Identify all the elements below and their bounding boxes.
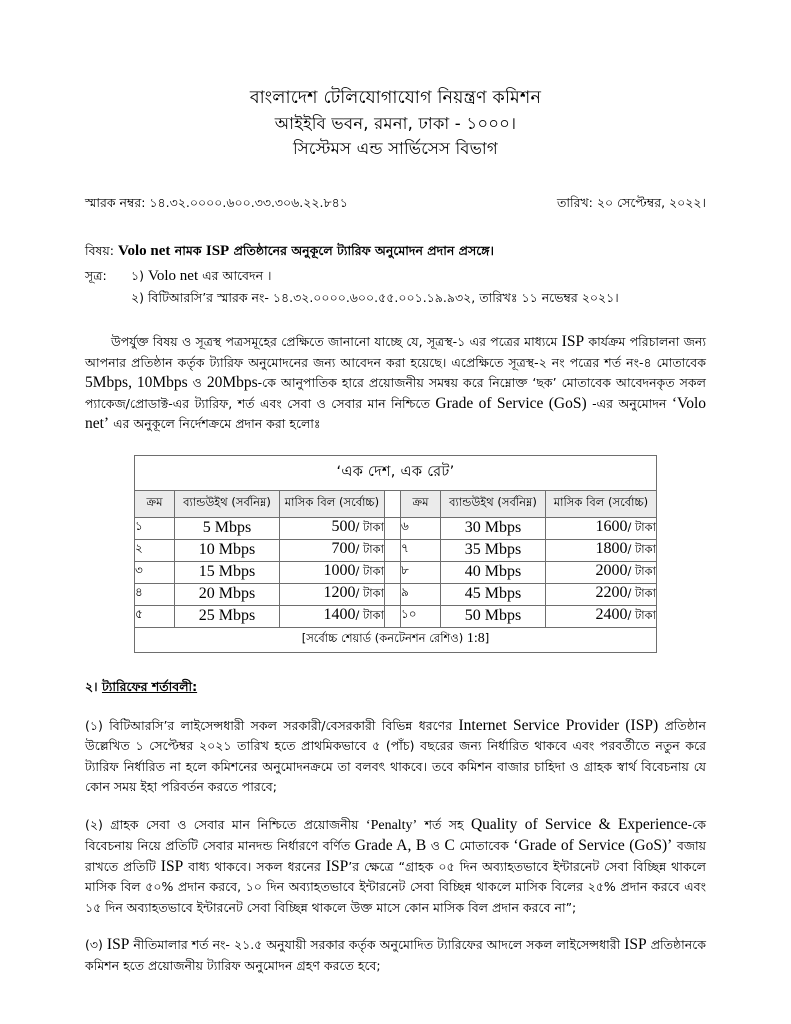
cell-bill (279, 583, 384, 605)
cell-bandwidth: 20 Mbps (174, 583, 279, 605)
cell-bill-unit: / টাকা (627, 586, 657, 600)
contention-post: ] (484, 631, 490, 645)
body-part-f: এর অনুকূলে নির্দেশক্রমে প্রদান করা হলোঃ (109, 416, 321, 431)
clause-1-isp-term: Internet Service Provider (ISP) (458, 716, 659, 734)
reference-1-num: ১) (131, 268, 148, 283)
reference-item-1 (131, 265, 706, 287)
body-volo-net: ‘Volo net’ (85, 394, 707, 432)
clause-3-isp-2: ISP (624, 936, 647, 953)
body-part-e: -এর অনুমোদন (586, 395, 672, 411)
table-footer-row (134, 627, 656, 652)
clause-2-part-h: ’র ক্ষেত্রে “গ্রাহক ০৫ দিন অব্যাহতভাবে ইন্টারনেট সেবা বিচ্ছিন্ন থাকলে মাসিক বিল (85, 858, 706, 894)
clause-3-part-b: নীতিমালার শর্ত নং- ২১.৫ অনুযায়ী সরকার কর্তৃক অনুমোদিত ট্যারিফের আদলে সকল লাইসেন্সধারী (129, 937, 625, 952)
table-spacer (384, 605, 400, 627)
reference-label: সূত্র: (85, 268, 107, 283)
department-name: সিস্টেমস এন্ড সার্ভিসেস বিভাগ (293, 139, 498, 158)
clause-2-percent-25: ২৫% (587, 879, 616, 894)
clause-2-grades: Grade A, B (354, 837, 427, 854)
header-bandwidth-left: ব্যান্ডউইথ (সর্বনিম্ন) (174, 490, 279, 517)
clause-2-qos: Quality of Service & Experience (470, 815, 688, 833)
reference-2-num: ২) বিটিআরসি’র স্মারক নং- ১৪.৩২.০০০০.৬০০.৫৫.০০১.১৯.৯৩২, তারিখঃ ১১ নভেম্বর ২০২১। (131, 290, 619, 305)
memo-row (85, 194, 706, 212)
cell-bill (545, 583, 656, 605)
clause-2-part-d: ও (426, 838, 445, 853)
reference-line (85, 265, 706, 308)
cell-bill-amount: 700 (331, 540, 356, 557)
clause-3-isp-1: ISP (106, 936, 130, 953)
cell-bill-unit: / টাকা (355, 542, 384, 556)
clause-1-part-a: (১) বিটিআরসি’র লাইসেন্সধারী সকল সরকারী/বেসরকারী বিভিন্ন ধরণের (85, 717, 459, 733)
table-header-row (134, 490, 656, 517)
contention-ratio-note (134, 627, 656, 652)
clause-2-isp-2: ISP (325, 857, 349, 875)
clause-2-penalty: ‘Penalty’ (365, 817, 418, 833)
clause-2-grade-c: C (444, 837, 455, 854)
table-spacer-header (384, 490, 400, 517)
tariff-table (134, 455, 657, 653)
cell-bill-amount: 1400 (323, 606, 356, 623)
body-paragraph (85, 332, 706, 435)
cell-bandwidth: 25 Mbps (174, 605, 279, 627)
table-title-row (134, 455, 656, 490)
cell-bill-amount: 1200 (323, 584, 356, 601)
reference-1-rest: এর আবেদন । (198, 268, 272, 283)
body-part-a: উপর্যুক্ত বিষয় ও সূত্রস্থ পত্রসমূহের প্রেক্ষিতে জানানো যাচ্ছে যে, সূত্রস্থ-১ এর পত্রের মাধ্যমে (111, 334, 562, 349)
body-grade-of-service: Grade of Service (GoS) (435, 394, 587, 412)
subject-mid: নামক (170, 243, 206, 258)
cell-idx: ৮ (400, 561, 440, 583)
clause-2-percent-50: ৫০% (145, 879, 174, 894)
clause-2-part-c: -কে বিবেচনায় নিয়ে প্রতিটি সেবার মানদন্ড নির্ধারণে বর্ণিত (85, 816, 706, 853)
tariff-table-wrapper (85, 455, 706, 653)
cell-bill (545, 539, 656, 561)
cell-idx: ১ (134, 517, 174, 539)
clause-2-part-e: মোতাবেক (454, 838, 514, 853)
clause-2 (85, 815, 706, 919)
table-row (134, 517, 656, 539)
table-title: ‘এক দেশ, এক রেট’ (134, 455, 656, 490)
cell-bill-amount: 2200 (595, 584, 628, 601)
contention-pre: [সর্বোচ্চ শেয়ার্ড (কনটেনশন রেশিও) (301, 631, 467, 645)
cell-bandwidth: 45 Mbps (440, 583, 545, 605)
cell-idx: ৩ (134, 561, 174, 583)
cell-bill (545, 561, 656, 583)
cell-bill-unit: / টাকা (355, 608, 384, 622)
cell-idx: ৯ (400, 583, 440, 605)
cell-bill-unit: / টাকা (627, 520, 657, 534)
table-spacer (384, 517, 400, 539)
subject-text (118, 240, 494, 262)
cell-bill-amount: 1600 (595, 518, 628, 535)
reference-item-2 (131, 287, 706, 308)
cell-bill-amount: 2000 (595, 562, 628, 579)
cell-bill (545, 605, 656, 627)
clause-3-part-a: (৩) (85, 937, 107, 952)
cell-bill (279, 539, 384, 561)
table-spacer (384, 583, 400, 605)
clause-2-part-i: প্রদান করবে, ১০ দিন অব্যাহতভাবে ইন্টারনেট সেবা বিচ্ছিন্ন থাকলে মাসিক বিলের (173, 879, 588, 894)
contention-ratio-value: 1:8 (466, 631, 485, 646)
body-part-b: কার্যক্রম পরিচালনা জন্য আপনার প্রতিষ্ঠান কর্তৃক ট্যারিফ অনুমোদনের জন্য আবেদন করা হয়েছে। এপ্রেক্ষিতে সূত্রস্থ-২ নং পত্রের শর্ত নং-৪ মোতাবেক (85, 334, 706, 370)
organization-name: বাংলাদেশ টেলিযোগাযোগ নিয়ন্ত্রণ কমিশন (249, 88, 542, 108)
cell-bandwidth: 50 Mbps (440, 605, 545, 627)
body-isp: ISP (561, 333, 585, 350)
cell-idx: ২ (134, 539, 174, 561)
body-part-c: ও (187, 375, 207, 390)
cell-idx: ১০ (400, 605, 440, 627)
cell-bill-unit: / টাকা (627, 608, 657, 622)
cell-bill-unit: / টাকা (355, 564, 384, 578)
cell-bill-amount: 1800 (595, 540, 628, 557)
cell-idx: ৭ (400, 539, 440, 561)
cell-bill (279, 605, 384, 627)
subject-isp-name: Volo net (118, 243, 171, 259)
header-bill-left: মাসিক বিল (সর্বোচ্চ) (279, 490, 384, 517)
cell-bandwidth: 30 Mbps (440, 517, 545, 539)
clause-2-part-a: (২) গ্রাহক সেবা ও সেবার মান নিশ্চিতে প্রয়োজনীয় (85, 816, 366, 832)
clause-1-part-b: প্রতিষ্ঠান উল্লেখিত ১ সেপ্টেম্বর ২০২১ তারিখ হতে প্রাথমিকভাবে ৫ (পাঁচ) বছরের জন্য নির্ধারিত থাকবে এবং পরবর্তীতে নতুন করে ট্যারিফ নির্ধারিত না হলে কমিশনের অনুমোদনক্রমে তা বলবৎ থাকবে। তবে কমিশন বাজার চাহিদা ও গ্রাহক স্বার্থ বিবেচনায় যে কোন সময় ইহা পরিবর্তন করতে পারবে; (85, 717, 706, 794)
cell-bill-unit: / টাকা (355, 586, 384, 600)
cell-bill (279, 561, 384, 583)
table-row (134, 583, 656, 605)
table-row (134, 561, 656, 583)
subject-block (85, 240, 706, 308)
cell-bandwidth: 10 Mbps (174, 539, 279, 561)
reference-1-latin: Volo net (147, 268, 199, 284)
header-bill-right: মাসিক বিল (সর্বোচ্চ) (545, 490, 656, 517)
clause-3 (85, 935, 706, 976)
table-row (134, 605, 656, 627)
cell-bandwidth: 35 Mbps (440, 539, 545, 561)
cell-bill (545, 517, 656, 539)
table-spacer (384, 561, 400, 583)
body-speed-third: 20Mbps (206, 374, 258, 391)
table-spacer (384, 539, 400, 561)
organization-address: আইইবি ভবন, রমনা, ঢাকা - ১০০০। (274, 114, 517, 133)
body-speeds: 5Mbps, 10Mbps (85, 374, 188, 391)
cell-bill-amount: 2400 (595, 606, 628, 623)
cell-bandwidth: 15 Mbps (174, 561, 279, 583)
memo-date: তারিখ: ২০ সেপ্টেম্বর, ২০২২। (557, 195, 706, 210)
subject-label: বিষয়: (85, 243, 115, 258)
clause-2-part-b: শর্ত সহ (417, 816, 471, 832)
section-2-heading (85, 679, 706, 699)
section-2-title: ট্যারিফের শর্তাবলী: (101, 678, 198, 694)
cell-bandwidth: 5 Mbps (174, 517, 279, 539)
clause-2-part-g: বাধ্য থাকবে। সকল ধরনের (183, 858, 326, 874)
cell-bill-unit: / টাকা (355, 520, 384, 534)
cell-bill-unit: / টাকা (627, 542, 657, 556)
cell-idx: ৫ (134, 605, 174, 627)
cell-idx: ৬ (400, 517, 440, 539)
subject-isp-abbr: ISP (205, 243, 230, 259)
clause-2-gos: ‘Grade of Service (GoS)’ (513, 837, 673, 854)
section-2-number: ২। (85, 678, 102, 694)
memo-number: স্মারক নম্বর: ১৪.৩২.০০০০.৬০০.৩৩.৩০৬.২২.৮৪১ (85, 195, 348, 210)
cell-bill-amount: 500 (331, 518, 356, 535)
letterhead (85, 0, 706, 161)
table-row (134, 539, 656, 561)
cell-bill-amount: 1000 (323, 562, 356, 579)
clause-3-part-c: প্রতিষ্ঠানকে কমিশন হতে প্রয়োজনীয় ট্যারিফ অনুমোদন গ্রহণ করতে হবে; (85, 937, 706, 973)
header-idx-right: ক্রম (400, 490, 440, 517)
reference-items (131, 265, 706, 308)
cell-bandwidth: 40 Mbps (440, 561, 545, 583)
subject-line (85, 240, 706, 262)
clause-2-part-f: বজায় রাখতে প্রতিটি (85, 838, 707, 874)
cell-bill-unit: / টাকা (627, 564, 657, 578)
header-idx-left: ক্রম (134, 490, 174, 517)
cell-idx: ৪ (134, 583, 174, 605)
header-bandwidth-right: ব্যান্ডউইথ (সর্বনিম্ন) (440, 490, 545, 517)
clause-2-isp-1: ISP (160, 857, 184, 875)
clause-1 (85, 716, 706, 798)
body-part-d: -কে আনুপাতিক হারে প্রয়োজনীয় সমন্বয় করে নিম্নোক্ত ‘ছক’ মোতাবেক আবেদনকৃত সকল প্যাকেজ/প্রোডাক্ট-এর ট্যারিফ, শর্ত এবং সেবা ও সেবার মান নিশ্চিতে (85, 375, 706, 411)
subject-post: প্রতিষ্ঠানের অনুকূলে ট্যারিফ অনুমোদন প্রদান প্রসঙ্গে। (229, 243, 495, 258)
clause-2-part-j: প্রদান করবে এবং ১৫ দিন অব্যাহতভাবে ইন্টারনেট সেবা বিচ্ছিন্ন থাকলে উক্ত মাসে কোন মাসিক বিল প্রদান করবে না”; (85, 879, 706, 915)
cell-bill (279, 517, 384, 539)
